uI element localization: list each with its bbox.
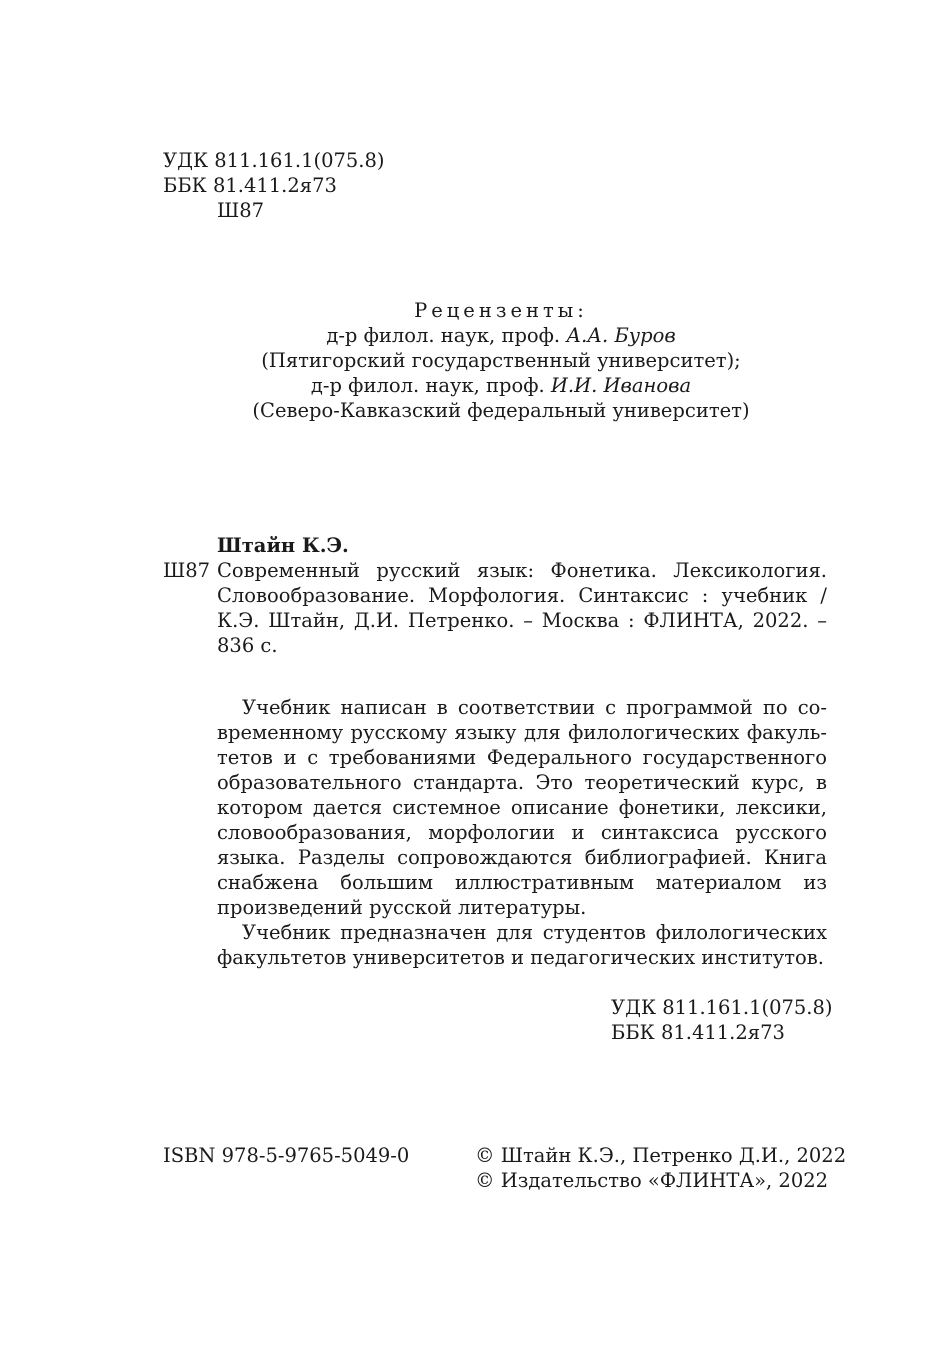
reviewer-1-affiliation: (Пятигорский государственный университет); [261,349,741,372]
copyright-authors: © Штайн К.Э., Петренко Д.И., 2022 [475,1144,847,1167]
annotation-line: произведений русской литературы. [217,896,587,919]
annotation-line: факультетов университетов и педагогических институтов. [217,946,824,969]
annotation-line: снабжена большим иллюстративным материалом из [217,871,827,894]
annotation-line: словообразования, морфологии и синтаксиса русского [217,821,827,844]
bbk-code-top: ББК 81.411.2я73 [163,174,337,197]
annotation-line: тетов и с требованиями Федерального государственного [217,746,827,769]
bibliographic-line: К.Э. Штайн, Д.И. Петренко. – Москва : ФЛИНТА, 2022. – [217,609,827,632]
annotation-line: котором дается системное описание фонетики, лексики, [217,796,827,819]
reviewer-2-affiliation: (Северо-Кавказский федеральный университет) [252,399,750,422]
bbk-code-bottom: ББК 81.411.2я73 [611,1021,785,1044]
bibliographic-line: Современный русский язык: Фонетика. Лексикология. [217,559,827,582]
annotation-line: Учебник написан в соответствии с программой по со- [242,696,827,719]
reviewers-heading: Рецензенты: [414,299,588,322]
copyright-publisher: © Издательство «ФЛИНТА», 2022 [475,1169,829,1192]
reviewer-2-name: И.И. Иванова [550,374,692,397]
udk-code-top: УДК 811.161.1(075.8) [163,149,385,172]
annotation-line: Учебник предназначен для студентов филологических [242,921,827,944]
annotation-line: временному русскому языку для филологических факуль- [217,721,827,744]
udk-code-bottom: УДК 811.161.1(075.8) [611,996,833,1019]
annotation-line: образовательного стандарта. Это теоретический курс, в [217,771,827,794]
annotation-line: языка. Разделы сопровождаются библиографией. Книга [217,846,827,869]
reviewer-2-title: д-р филол. наук, проф. [310,374,551,397]
bibliographic-line: Словообразование. Морфология. Синтаксис : учебник / [217,584,827,607]
isbn: ISBN 978-5-9765-5049-0 [163,1144,410,1167]
bibliographic-pages: 836 с. [217,634,278,657]
reviewer-1-name: А.А. Буров [566,324,676,347]
reviewer-2 [0,373,946,398]
reviewer-1-title: д-р филол. наук, проф. [326,324,567,347]
author-code-top: Ш87 [217,199,265,222]
author-code: Ш87 [163,559,211,582]
author-heading: Штайн К.Э. [217,534,349,557]
reviewer-1 [0,323,946,348]
